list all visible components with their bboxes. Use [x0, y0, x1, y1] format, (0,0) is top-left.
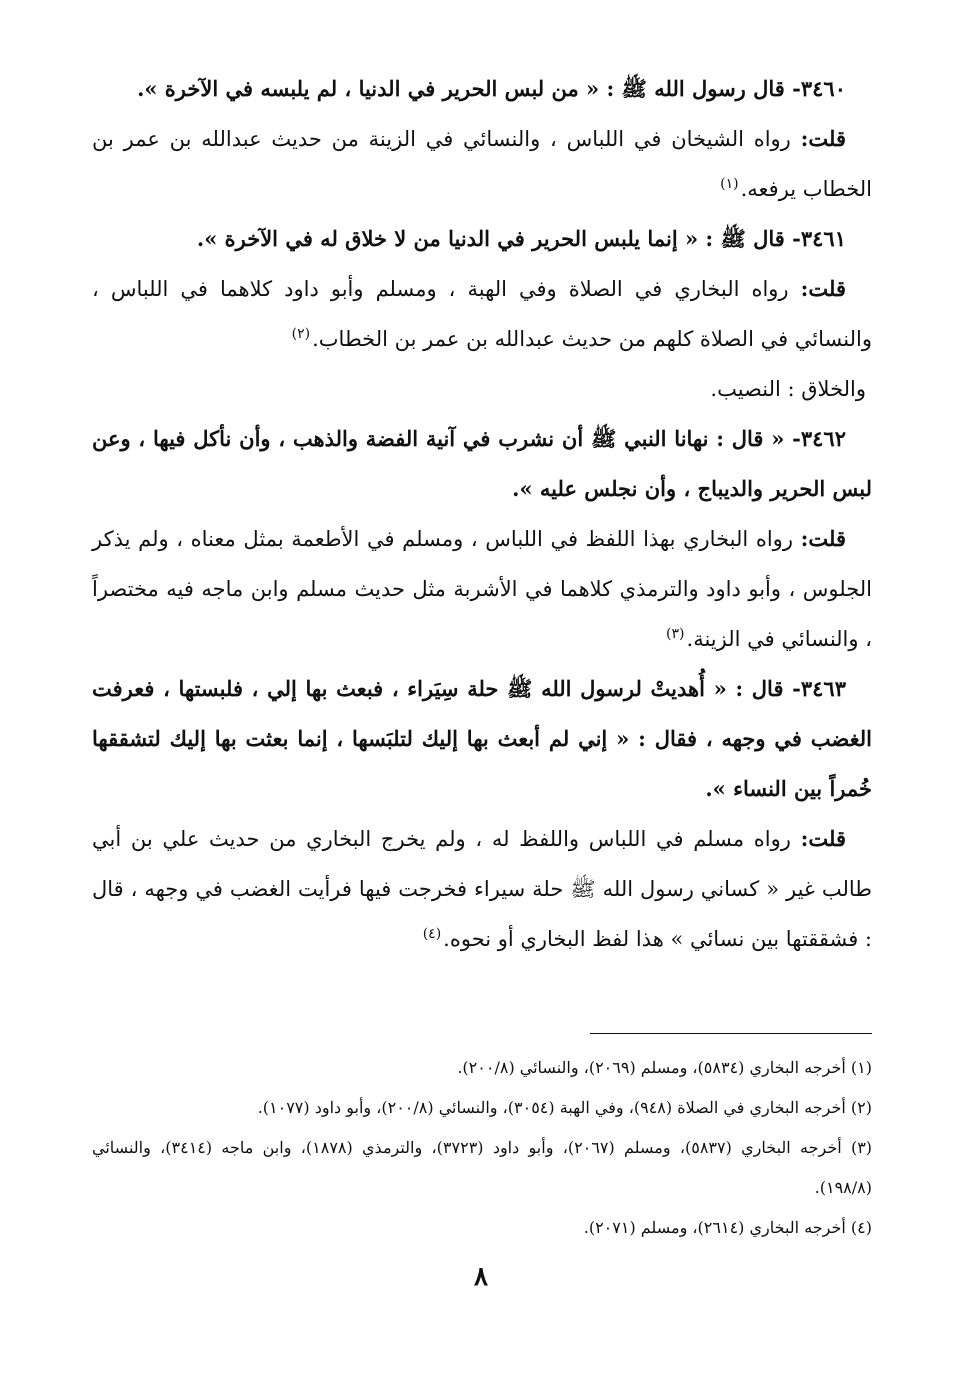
footnote-3: (٣) أخرجه البخاري (٥٨٣٧)، ومسلم (٢٠٦٧)، وأبو داود (٣٧٢٣)، والترمذي (١٨٧٨)، وابن ماجه (٣٤١٤)، والنسائي (١٩٨/٨).	[92, 1138, 873, 1197]
footnote-1: (١) أخرجه البخاري (٥٨٣٤)، ومسلم (٢٠٦٩)، والنسائي (٢٠٠/٨).	[457, 1058, 872, 1077]
commentary-text: رواه البخاري في الصلاة وفي الهبة ، ومسلم وأبو داود كلاهما في اللباس ، والنسائي في الصلاة كلهم من حديث عبدالله بن عمر بن الخطاب.	[92, 277, 872, 351]
page-number: ٨	[474, 1262, 488, 1292]
commentary-3460	[92, 114, 872, 214]
commentary-3461	[92, 264, 872, 364]
hadith-text: « قال : نهانا النبي ﷺ أن نشرب في آنية الفضة والذهب ، وأن نأكل فيها ، وعن لبس الحرير والديباج ، وأن نجلس عليه ».	[92, 426, 872, 501]
commentary-text: رواه الشيخان في اللباس ، والنسائي في الزينة من حديث عبدالله بن عمر بن الخطاب يرفعه.	[92, 127, 872, 201]
commentary-label: قلت:	[800, 276, 846, 301]
footnote-4: (٤) أخرجه البخاري (٢٦١٤)، ومسلم (٢٠٧١).	[583, 1218, 872, 1237]
footnotes	[92, 1048, 872, 1248]
commentary-label: قلت:	[800, 826, 846, 851]
commentary-text: رواه مسلم في اللباس واللفظ له ، ولم يخرج البخاري من حديث علي بن أبي طالب غير « كساني رسول الله ﷺ حلة سيراء فخرجت فيها فرأيت الغضب في وجهه ، قال : فشققتها بين نسائي » هذا لفظ البخاري أو نحوه.	[92, 827, 872, 951]
hadith-text: قال رسول الله ﷺ : « من لبس الحرير في الدنيا ، لم يلبسه في الآخرة ».	[137, 76, 785, 101]
hadith-number: ٣٤٦٣-	[792, 676, 846, 701]
footnote-ref[interactable]: (٣)	[666, 626, 685, 642]
commentary-text: رواه البخاري بهذا اللفظ في اللباس ، ومسلم في الأطعمة بمثل معناه ، ولم يذكر الجلوس ، وأبو داود والترمذي كلاهما في الأشربة مثل حديث مسلم وابن ماجه فيه مختصراً ، والنسائي في الزينة.	[92, 527, 872, 651]
hadith-number: ٣٤٦٢-	[792, 426, 846, 451]
footnote-ref[interactable]: (٤)	[422, 926, 442, 942]
word-gloss: والخلاق : النصيب.	[710, 377, 866, 401]
footnote-2: (٢) أخرجه البخاري في الصلاة (٩٤٨)، وفي الهبة (٣٠٥٤)، والنسائي (٢٠٠/٨)، وأبو داود (١٠٧٧).	[257, 1098, 872, 1117]
hadith-number: ٣٤٦١-	[792, 226, 846, 251]
main-text	[92, 64, 872, 964]
commentary-label: قلت:	[800, 526, 846, 551]
hadith-3462	[92, 414, 872, 514]
hadith-text: قال ﷺ : « إنما يلبس الحرير في الدنيا من لا خلاق له في الآخرة ».	[196, 226, 785, 251]
footnote-divider	[590, 1033, 872, 1034]
commentary-3463	[92, 814, 872, 964]
hadith-3461	[92, 214, 872, 264]
commentary-3462	[92, 514, 872, 664]
hadith-text: قال : « أُهديتْ لرسول الله ﷺ حلة سِيَراء ، فبعث بها إلي ، فلبستها ، فعرفت الغضب في وجهه ، فقال : « إني لم أبعث بها إليك لتلبَسها ، إنما بعثت بها إليك لتشققها خُمراً بين النساء ».	[92, 676, 872, 801]
footnote-ref[interactable]: (١)	[720, 176, 739, 192]
hadith-number: ٣٤٦٠-	[792, 76, 846, 101]
footnote-ref[interactable]: (٢)	[291, 326, 311, 342]
hadith-3460	[92, 64, 872, 114]
hadith-3463	[92, 664, 872, 814]
commentary-label: قلت:	[800, 126, 846, 151]
